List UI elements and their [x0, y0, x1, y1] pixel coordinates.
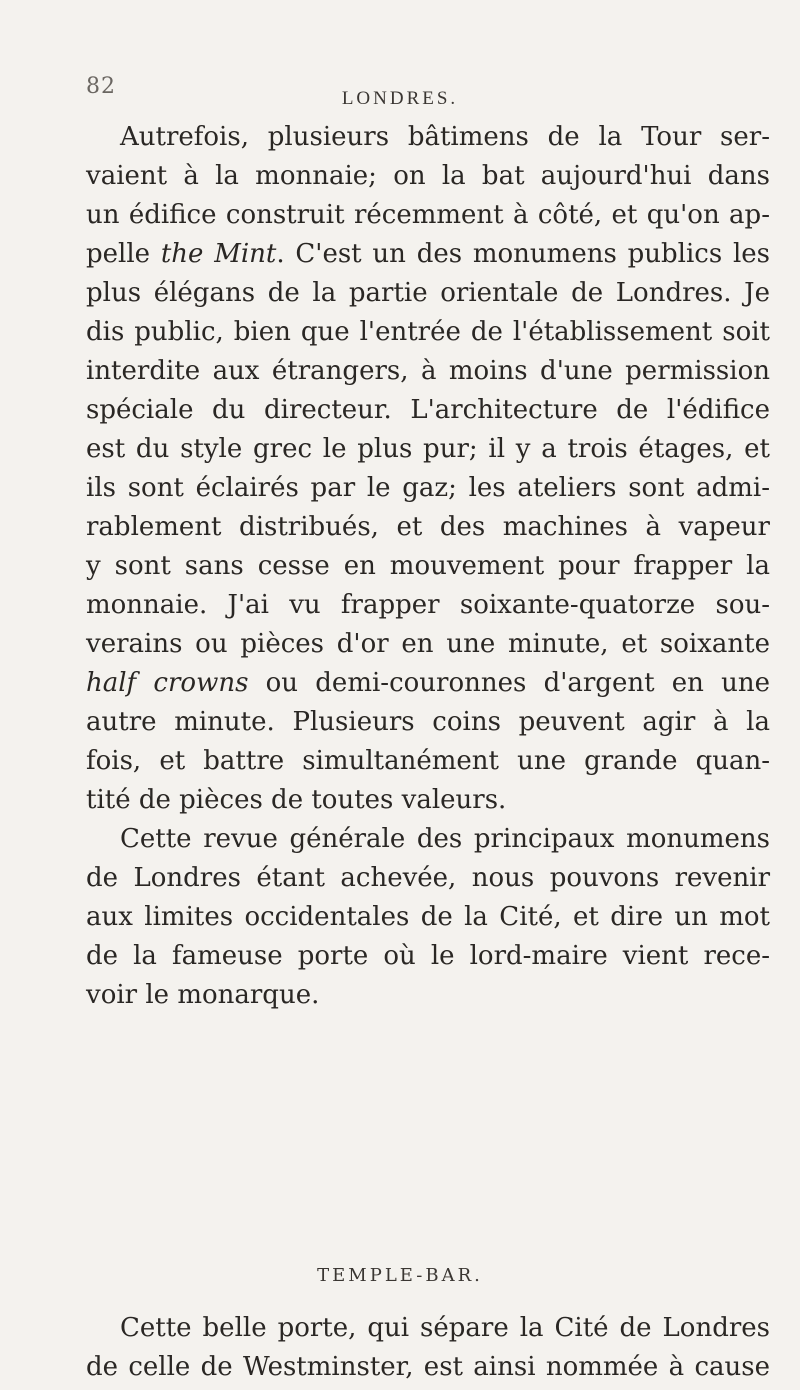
- running-head: LONDRES.: [341, 88, 459, 109]
- text-line: Cette revue générale des principaux monumens: [120, 824, 770, 854]
- text-line: de la fameuse porte où le lord-maire vient rece-: [86, 941, 770, 971]
- text-line: un édifice construit récemment à côté, et qu'on ap-: [86, 200, 770, 230]
- italic-term: half crowns: [86, 668, 249, 698]
- body-text: [86, 118, 770, 1015]
- text-line: monnaie. J'ai vu frapper soixante-quatorze sou-: [86, 590, 770, 620]
- text-line: Cette belle porte, qui sépare la Cité de Londres: [120, 1313, 770, 1343]
- text-line: fois, et battre simultanément une grande quan-: [86, 746, 770, 776]
- section-heading: TEMPLE-BAR.: [317, 1265, 483, 1286]
- text-line: spéciale du directeur. L'architecture de l'édifice: [86, 395, 770, 425]
- text-line: rablement distribués, et des machines à vapeur: [86, 512, 770, 542]
- text-fragment: ou demi-couronnes d'argent en une: [248, 668, 771, 698]
- text-line: est du style grec le plus pur; il y a trois étages, et: [86, 434, 770, 464]
- section-text: [86, 1309, 770, 1387]
- text-line: [86, 664, 770, 703]
- text-line: dis public, bien que l'entrée de l'établissement soit: [86, 317, 770, 347]
- text-line: interdite aux étrangers, à moins d'une permission: [86, 356, 770, 386]
- text-line: de Londres étant achevée, nous pouvons revenir: [86, 863, 770, 893]
- text-line: aux limites occidentales de la Cité, et dire un mot: [86, 902, 770, 932]
- text-line: [86, 235, 770, 274]
- text-line: Autrefois, plusieurs bâtimens de la Tour ser-: [120, 122, 770, 152]
- page-number: 82: [86, 74, 116, 99]
- text-line: tité de pièces de toutes valeurs.: [86, 785, 507, 815]
- text-line: y sont sans cesse en mouvement pour frapper la: [86, 551, 770, 581]
- text-line: autre minute. Plusieurs coins peuvent agir à la: [86, 707, 770, 737]
- italic-term: the Mint: [160, 239, 277, 269]
- text-fragment: pelle: [86, 239, 161, 269]
- text-line: vaient à la monnaie; on la bat aujourd'hui dans: [86, 161, 770, 191]
- text-line: voir le monarque.: [86, 980, 320, 1010]
- text-fragment: . C'est un des monumens publics les: [276, 239, 770, 269]
- text-line: de celle de Westminster, est ainsi nommée à cause: [86, 1352, 770, 1382]
- text-line: ils sont éclairés par le gaz; les ateliers sont admi-: [86, 473, 770, 503]
- text-line: plus élégans de la partie orientale de Londres. Je: [86, 278, 770, 308]
- text-line: verains ou pièces d'or en une minute, et soixante: [86, 629, 770, 659]
